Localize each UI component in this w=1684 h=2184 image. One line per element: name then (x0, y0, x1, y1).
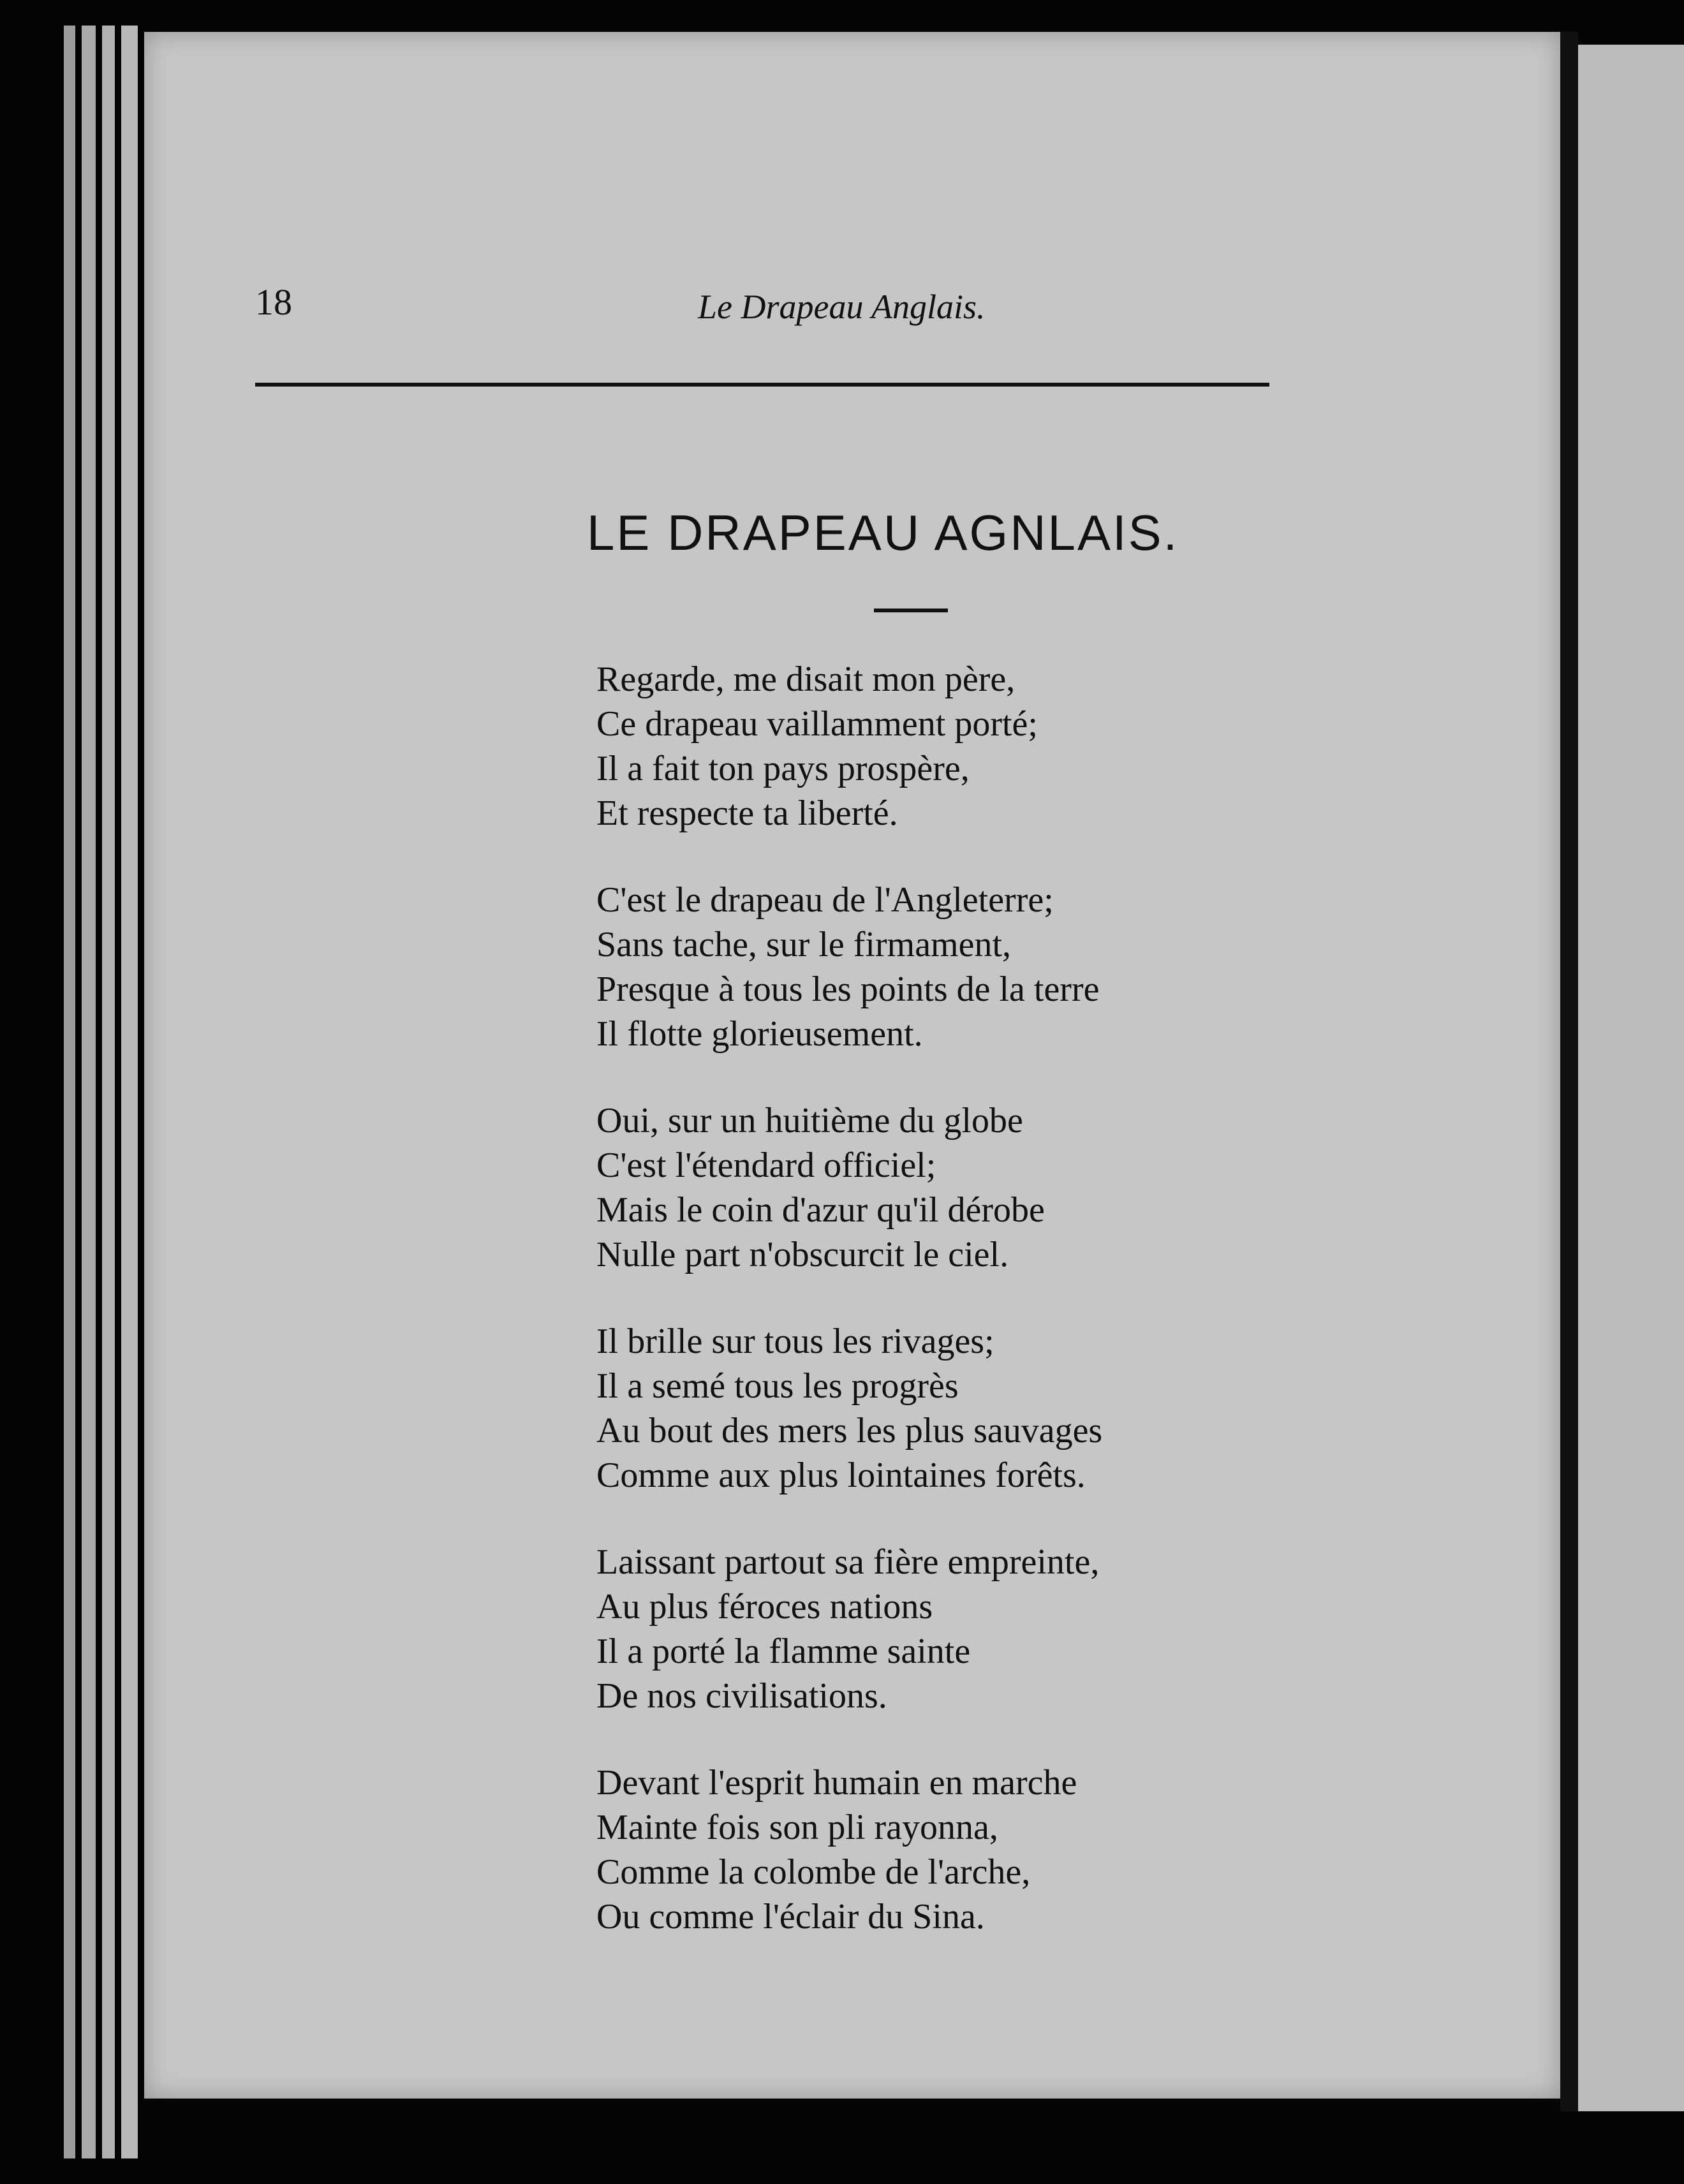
verse-line: Il a porté la flamme sainte (596, 1632, 971, 1671)
page-number: 18 (255, 281, 292, 323)
verse-line: Au plus féroces nations (596, 1587, 933, 1627)
verse-line: Nulle part n'obscurcit le ciel. (596, 1235, 1009, 1274)
running-title: Le Drapeau Anglais. (698, 288, 986, 326)
verse-line: Il a fait ton pays prospère, (596, 749, 970, 788)
page-header (255, 255, 1410, 338)
header-rule (255, 383, 1269, 387)
verse-line: Il a semé tous les progrès (596, 1366, 959, 1406)
verse-line: Mainte fois son pli rayonna, (596, 1808, 998, 1847)
verse-line: Comme aux plus lointaines forêts. (596, 1456, 1086, 1495)
book-edge (102, 26, 115, 2158)
stanza (596, 657, 1247, 836)
verse-line: Regarde, me disait mon père, (596, 660, 1016, 699)
verse-line: C'est le drapeau de l'Angleterre; (596, 880, 1054, 920)
stanza (596, 1540, 1247, 1718)
verse-line: Comme la colombe de l'arche, (596, 1852, 1031, 1892)
verse-line: Mais le coin d'azur qu'il dérobe (596, 1190, 1045, 1230)
verse-line: De nos civilisations. (596, 1676, 887, 1716)
verse-line: C'est l'étendard officiel; (596, 1146, 936, 1185)
verse-line: Il flotte glorieusement. (596, 1014, 923, 1054)
poem-title: LE DRAPEAU AGNLAIS. (587, 505, 1179, 561)
verse-line: Devant l'esprit humain en marche (596, 1763, 1077, 1803)
verse-line: Au bout des mers les plus sauvages (596, 1411, 1103, 1450)
stanza (596, 878, 1247, 1056)
verse-line: Il brille sur tous les rivages; (596, 1322, 994, 1361)
page-gutter (1560, 32, 1578, 2111)
stanza (596, 1760, 1247, 1939)
title-rule (874, 609, 948, 612)
verse-line: Ou comme l'éclair du Sina. (596, 1897, 985, 1937)
verse-line: Ce drapeau vaillamment porté; (596, 704, 1038, 744)
poem-body (596, 657, 1247, 1981)
facing-page (1578, 45, 1684, 2111)
verse-line: Et respecte ta liberté. (596, 793, 898, 833)
book-edge (121, 26, 138, 2158)
verse-line: Sans tache, sur le firmament, (596, 925, 1012, 964)
book-edge (82, 26, 96, 2158)
book-edge (64, 26, 75, 2158)
verse-line: Presque à tous les points de la terre (596, 970, 1100, 1009)
stanza (596, 1319, 1247, 1498)
stanza (596, 1098, 1247, 1277)
verse-line: Oui, sur un huitième du globe (596, 1101, 1023, 1140)
verse-line: Laissant partout sa fière empreinte, (596, 1542, 1100, 1582)
